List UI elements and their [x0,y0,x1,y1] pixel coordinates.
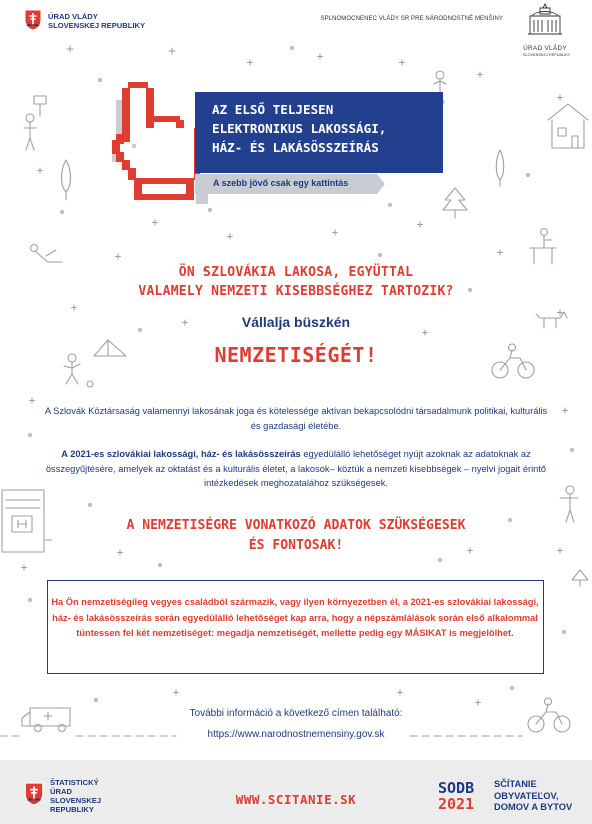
census-line-3: DOMOV A BYTOV [494,802,573,812]
tagline-arrow-tip [375,174,385,194]
coat-of-arms-icon [24,9,42,31]
tree-icon [496,150,504,186]
government-building-icon [526,2,564,38]
nationality-heading: NEMZETISÉGÉT! [214,343,378,367]
gov-office-logo [24,9,154,39]
susr-line-1: ŠTATISTICKÝ [50,778,99,787]
question-line-1: ÖN SZLOVÁKIA LAKOSA, EGYÜTTAL [178,265,414,280]
dual-nationality-box [47,580,544,674]
urad-vlady-logo [523,2,571,57]
intro-paragraph: A Szlovák Köztársaság valamennyi lakosának joga és kötelessége aktívan bekapcsolódni társadalmunk politikai, kulturális és gazdasági életébe. [44,406,548,431]
tree-icon [572,570,588,586]
susr-line-2: ÚRAD [50,787,72,796]
dual-nationality-text: Ha Ön nemzetiségileg vegyes családból származik, vagy ilyen környezetben él, a 2021-es szlovákiai lakossági, ház- és lakásösszeírás során egyedülálló lehetőséget kap arra, hogy a népszámlálások során első alkalommal tüntessen fel két nemzetiséget: megadja nemzetiségét, mellette pedig egy MÁSIKAT is megjelölhet. [51,597,539,639]
census-title [494,779,572,814]
mailbox-icon [34,96,46,116]
census-line-1: SČÍTANIE [494,779,537,789]
tree-icon [443,188,467,218]
banner-title-line-2: ELEKTRONIKUS LAKOSSÁGI, [212,121,387,136]
census-paragraph-rest: egyedülálló lehetőséget nyújt azoknak az adatoknak az összegyűjtésére, amelyek az oktatást és a kulturális életet, a lakosok– köztük a nemzeti kisebbségek – nyelvi jogait érintő intézkedések meghozatalához szükségesek. [45,449,547,488]
tagline-bar [195,174,375,194]
info-url-link[interactable]: https://www.narodnostnemensiny.gov.sk [207,729,385,740]
title-banner [195,92,443,173]
gov-office-line-1: ÚRAD VLÁDY [48,12,98,21]
plenipotentiary-title: SPLNOMOCNENEC VLÁDY SR PRE NÁRODNOSTNÉ MENŠINY [320,16,503,22]
urad-vlady-label: ÚRAD VLÁDY [523,45,567,52]
data-needed-heading [0,516,592,556]
house-icon [548,104,588,148]
banner-title-line-1: AZ ELSŐ TELJESEN [212,102,334,117]
susr-line-4: REPUBLIKY [50,805,94,814]
urad-vlady-sub: SLOVENSKEJ REPUBLIKY [523,53,571,57]
person-icon [24,114,36,150]
census-paragraph [40,447,552,491]
data-needed-line-2: ÉS FONTOSAK! [248,538,344,553]
banner-title-line-3: HÁZ- ÉS LAKÁSÖSSZEÍRÁS [212,140,379,155]
bench-person-icon [530,229,556,265]
info-text: További információ a következő címen található: [189,708,403,719]
census-line-2: OBYVATEĽOV, [494,790,559,801]
relaxing-person-icon [31,245,63,263]
proud-subheading: Vállalja büszkén [241,314,351,330]
tagline-text: A szebb jövő csak egy kattintás [213,178,349,188]
tree-icon [62,160,71,200]
gov-office-line-2: SLOVENSKEJ REPUBLIKY [48,21,146,30]
sodb-logo [438,780,486,812]
website-link[interactable]: WWW.SCITANIE.SK [235,792,357,807]
data-needed-line-1: A NEMZETISÉGRE VONATKOZÓ ADATOK SZÜKSÉGESEK [126,518,466,533]
census-paragraph-bold: A 2021-es szlovákiai lakossági, ház- és lakásösszeírás [61,449,301,459]
sodb-top: SODB [438,779,475,797]
question-line-2: VALAMELY NEMZETI KISEBBSÉGHEZ TARTOZIK? [138,284,454,299]
susr-line-3: SLOVENSKEJ [50,796,102,805]
sodb-year: 2021 [438,795,475,813]
